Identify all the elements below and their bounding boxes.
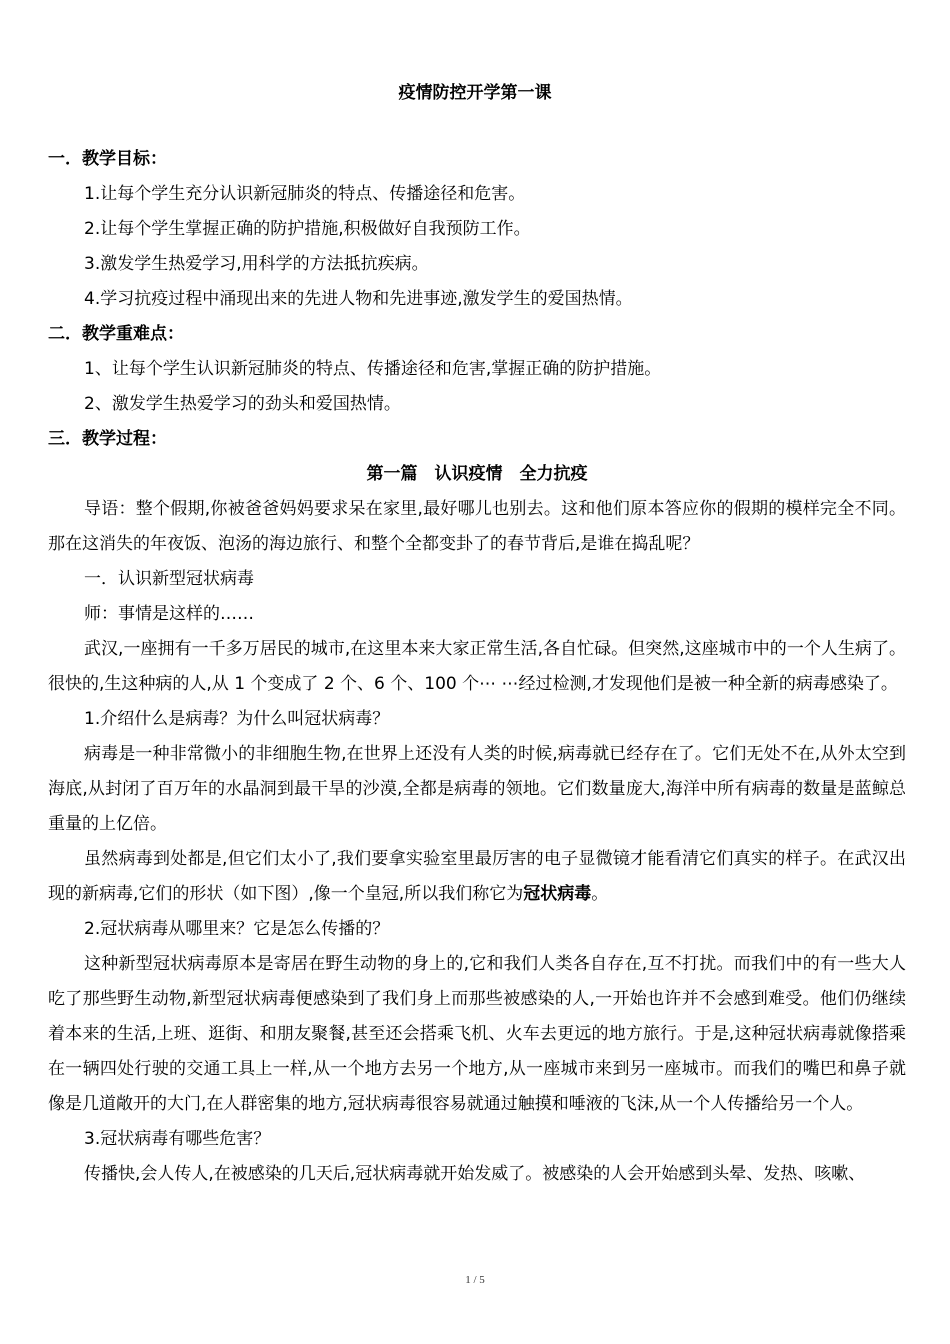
section-heading-goals: 一．教学目标： <box>48 149 167 169</box>
section-heading-process: 三．教学过程： <box>48 429 167 449</box>
subsection-heading: 一．认识新型冠状病毒 <box>84 569 254 589</box>
question-heading: 1.介绍什么是病毒？为什么叫冠状病毒？ <box>84 709 390 729</box>
section-heading-key-points: 二．教学重难点： <box>48 324 184 344</box>
spread-paragraph: 这种新型冠状病毒原本是寄居在野生动物的身上的,它和我们人类各自存在,互不打扰。而我们中的有一些大人吃了那些野生动物,新型冠状病毒便感染到了我们身上而那些被感染的人,一开始也许并不会感到难受。他们仍继续着本来的生活,上班、逛街、和朋友聚餐,甚至还会搭乘飞机、火车去更远的地方旅行。于是,这种冠状病毒就像搭乘在一辆四处行驶的交通工具上一样,从一个地方去另一个地方,从一座城市来到另一座城市。而我们的嘴巴和鼻子就像是几道敞开的大门,在人群密集的地方,冠状病毒很容易就通过触摸和唾液的飞沫,从一个人传播给另一个人。 <box>48 954 906 1114</box>
virus-paragraph: 病毒是一种非常微小的非细胞生物,在世界上还没有人类的时候,病毒就已经存在了。它们无处不在,从外太空到海底,从封闭了百万年的水晶洞到最干旱的沙漠,全都是病毒的领地。它们数量庞大,海洋中所有病毒的数量是蓝鲸总重量的上亿倍。 <box>48 744 906 834</box>
shape-text: 虽然病毒到处都是,但它们太小了,我们要拿实验室里最厉害的电子显微镜才能看清它们真实的样子。在武汉出现的新病毒,它们的形状（如下图）,像一个皇冠,所以我们称它为 <box>48 849 906 904</box>
goal-item: 4.学习抗疫过程中涌现出来的先进人物和先进事迹,激发学生的爱国热情。 <box>84 289 633 309</box>
goal-item: 3.激发学生热爱学习,用科学的方法抵抗疾病。 <box>84 254 429 274</box>
harm-paragraph: 传播快,会人传人,在被感染的几天后,冠状病毒就开始发威了。被感染的人会开始感到头晕、发热、咳嗽、 <box>84 1164 866 1184</box>
coronavirus-term: 冠状病毒 <box>523 884 592 904</box>
document-body <box>48 142 906 1192</box>
goal-item: 2.让每个学生掌握正确的防护措施,积极做好自我预防工作。 <box>84 219 531 239</box>
goal-item: 1.让每个学生充分认识新冠肺炎的特点、传播途径和危害。 <box>84 184 526 204</box>
teacher-line: 师：事情是这样的…… <box>84 604 254 624</box>
wuhan-paragraph: 武汉,一座拥有一千多万居民的城市,在这里本来大家正常生活,各自忙碌。但突然,这座城市中的一个人生病了。很快的,生这种病的人,从 1 个变成了 2 个、6 个、100 个⋯ ⋯经过检测,才发现他们是被一种全新的病毒感染了。 <box>48 639 906 694</box>
intro-paragraph: 导语：整个假期,你被爸爸妈妈要求呆在家里,最好哪儿也别去。这和他们原本答应你的假期的模样完全不同。那在这消失的年夜饭、泡汤的海边旅行、和整个全都变卦了的春节背后,是谁在捣乱呢？ <box>48 499 906 554</box>
document-title: 疫情防控开学第一课 <box>398 83 552 103</box>
chapter-heading: 第一篇 认识疫情 全力抗疫 <box>366 464 588 484</box>
shape-paragraph <box>48 842 906 912</box>
question-heading: 3.冠状病毒有哪些危害？ <box>84 1129 271 1149</box>
key-point-item: 1、让每个学生认识新冠肺炎的特点、传播途径和危害,掌握正确的防护措施。 <box>84 359 662 379</box>
page-number: 1 / 5 <box>465 1274 485 1286</box>
key-point-item: 2、激发学生热爱学习的劲头和爱国热情。 <box>84 394 401 414</box>
question-heading: 2.冠状病毒从哪里来？它是怎么传播的？ <box>84 919 390 939</box>
shape-text-end: 。 <box>591 884 609 904</box>
